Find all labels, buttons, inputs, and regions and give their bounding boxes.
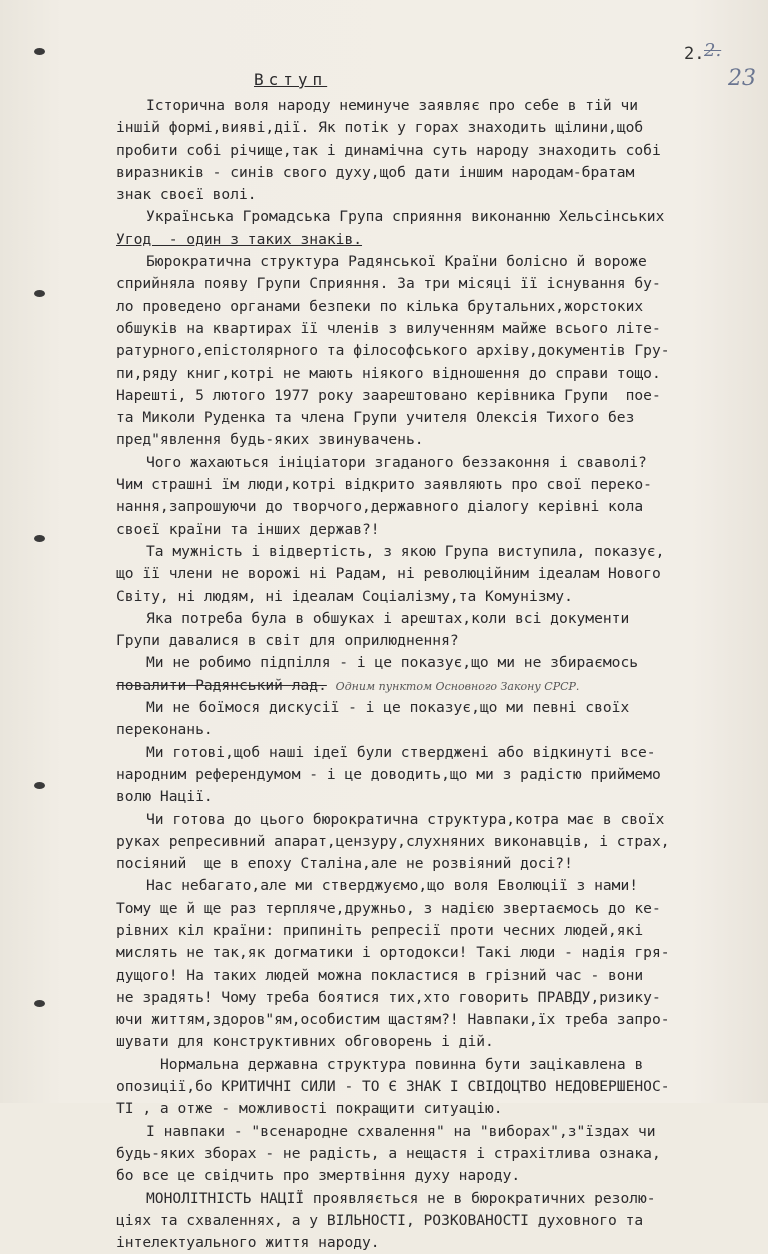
text-line <box>116 541 756 563</box>
line-text: Нормальна державна структура повинна бути зацікавлена в <box>160 1055 644 1073</box>
text-line <box>116 920 756 942</box>
line-text: Групи давалися в світ для оприлюднення? <box>116 632 459 650</box>
text-line <box>116 296 756 318</box>
line-text: Ми не робимо підпілля - і це показує,що ми не збираємось <box>146 654 639 672</box>
text-line <box>116 519 756 541</box>
line-text: знак своєї волі. <box>116 186 257 204</box>
text-line <box>116 809 756 831</box>
line-text: обшуків на квартирах її членів з вилученням майже всього літе- <box>116 319 661 337</box>
line-text: Угод - один з таких знаків. <box>116 230 363 248</box>
text-line <box>116 853 756 875</box>
line-text: своєї країни та інших держав?! <box>116 520 380 538</box>
line-text: Ми не боїмося дискусії - і це показує,що ми певні своїх <box>146 699 630 717</box>
punch-hole <box>34 535 45 542</box>
line-text: сприйняла появу Групи Сприяння. За три місяці її існування бу- <box>116 275 661 293</box>
line-text: ючи життям,здоров"ям,особистим щастям?! Навпаки,їх треба запро- <box>116 1011 670 1029</box>
line-text: повалити Радянський лад. <box>116 676 327 694</box>
line-text: ло проведено органами безпеки по кілька брутальних,жорстоких <box>116 297 644 315</box>
text-line <box>116 1121 756 1143</box>
text-line <box>116 1232 756 1254</box>
line-text: мислять не так,як догматики і ортодокси! Такі люди - надія гря- <box>116 944 670 962</box>
text-line <box>116 318 756 340</box>
line-text: будь-яких зборах - не радість, а нещастя і страхітлива ознака, <box>116 1144 661 1162</box>
text-line <box>116 184 756 206</box>
document-body <box>116 95 756 1254</box>
line-text: Бюрократична структура Радянської Країни болісно й вороже <box>146 253 647 271</box>
line-text: МОНОЛІТНІСТЬ НАЦІЇ проявляється не в бюрократичних резолю- <box>146 1189 656 1207</box>
line-text: іншій формі,вияві,дії. Як потік у горах знаходить щілини,щоб <box>116 119 644 137</box>
text-line <box>116 942 756 964</box>
line-text: пробити собі річище,так і динамічна суть народу знаходить собі <box>116 141 661 159</box>
text-line <box>116 1210 756 1232</box>
line-text: Ми готові,щоб наші ідеї були стверджені або відкинуті все- <box>146 743 656 761</box>
text-line <box>116 496 756 518</box>
line-text: Чи готова до цього бюрократична структура,котра має в своїх <box>146 810 665 828</box>
line-text: Тому ще й ще раз терпляче,дружньо, з надією звертаємось до ке- <box>116 899 661 917</box>
line-text: ратурного,епістолярного та філософського архіву,документів Гру- <box>116 342 670 360</box>
text-line <box>116 162 756 184</box>
line-text: волю Нації. <box>116 788 213 806</box>
line-text: Нарешті, 5 лютого 1977 року заарештовано керівника Групи пое- <box>116 386 661 404</box>
text-line <box>116 385 756 407</box>
text-line <box>116 786 756 808</box>
line-text: Світу, ні людям, ні ідеалам Соціалізму,та Комунізму. <box>116 587 573 605</box>
line-text: та Миколи Руденка та члена Групи учителя Олексія Тихого без <box>116 409 635 427</box>
text-line <box>116 1188 756 1210</box>
text-line <box>116 1076 756 1098</box>
text-line <box>116 340 756 362</box>
text-line <box>116 898 756 920</box>
line-text: не зрадять! Чому треба боятися тих,хто говорить ПРАВДУ,ризику- <box>116 988 661 1006</box>
line-text: пред"явлення будь-яких звинувачень. <box>116 431 424 449</box>
text-line <box>116 608 756 630</box>
text-line <box>116 675 756 697</box>
line-text: Чого жахаються ініціатори згаданого беззаконня і сваволі? <box>146 453 647 471</box>
text-line <box>116 474 756 496</box>
text-line <box>116 251 756 273</box>
line-text: що її члени не ворожі ні Радам, ні революційним ідеалам Нового <box>116 565 661 583</box>
text-line <box>116 1143 756 1165</box>
punch-hole <box>34 1000 45 1007</box>
handwritten-insertion: Одним пунктом Основного Закону СРСР. <box>335 679 580 693</box>
text-line <box>116 697 756 719</box>
text-line <box>116 452 756 474</box>
text-line <box>116 875 756 897</box>
text-line <box>116 987 756 1009</box>
text-line <box>116 140 756 162</box>
line-text: народним референдумом - і це доводить,що ми з радістю приймемо <box>116 765 661 783</box>
text-line <box>116 586 756 608</box>
punch-hole <box>34 782 45 789</box>
text-line <box>116 407 756 429</box>
text-line <box>116 652 756 674</box>
text-line <box>116 742 756 764</box>
text-line <box>116 117 756 139</box>
line-text: виразників - синів свого духу,щоб дати іншим народам-братам <box>116 163 635 181</box>
text-line <box>116 1165 756 1187</box>
line-text: Яка потреба була в обшуках і арештах,коли всі документи <box>146 609 630 627</box>
line-text: Нас небагато,але ми стверджуємо,що воля Еволюції з нами! <box>146 877 639 895</box>
line-text: інтелектуального життя народу. <box>116 1234 380 1252</box>
text-line <box>116 363 756 385</box>
text-line <box>116 719 756 741</box>
text-line <box>116 1031 756 1053</box>
page-number: 2. <box>684 44 705 64</box>
line-text: руках репресивний апарат,цензуру,слухняних виконавців, і страх, <box>116 832 670 850</box>
punch-hole <box>34 290 45 297</box>
text-line <box>116 1098 756 1120</box>
text-line <box>116 273 756 295</box>
text-line <box>116 831 756 853</box>
line-text: шувати для конструктивних обговорень і дій. <box>116 1033 494 1051</box>
text-line <box>116 1054 756 1076</box>
line-text: опозиції,бо КРИТИЧНІ СИЛИ - ТО Є ЗНАК І СВІДОЦТВО НЕДОВЕРШЕНОС- <box>116 1078 670 1096</box>
line-text: бо все це свідчить про змертвіння духу народу. <box>116 1167 521 1185</box>
line-text: нання,запрошуючи до творчого,державного діалогу керівні кола <box>116 498 644 516</box>
line-text: рівних кіл країни: припиніть репресії проти чесних людей,які <box>116 921 644 939</box>
line-text: Та мужність і відвертість, з якою Група виступила, показує, <box>146 542 665 560</box>
text-line <box>116 429 756 451</box>
line-text: Чим страшні їм люди,котрі відкрито заявляють про свої переко- <box>116 476 652 494</box>
line-text: дущого! На таких людей можна покластися в грізний час - вони <box>116 966 644 984</box>
line-text: переконань. <box>116 721 213 739</box>
line-text: ціях та схваленнях, а у ВІЛЬНОСТІ, РОЗКОВАНОСТІ духовного та <box>116 1211 644 1229</box>
line-text: пи,ряду книг,котрі не мають ніякого відношення до справи тощо. <box>116 364 661 382</box>
text-line <box>116 764 756 786</box>
text-line <box>116 206 756 228</box>
punch-hole <box>34 48 45 55</box>
text-line <box>116 965 756 987</box>
handwritten-page-number: 2. <box>704 40 722 61</box>
line-text: Історична воля народу неминуче заявляє про себе в тій чи <box>146 97 639 114</box>
document-title: Вступ <box>254 70 328 89</box>
archive-page-number: 23 <box>728 66 756 91</box>
line-text: І навпаки - "всенародне схвалення" на "виборах",з"їздах чи <box>146 1122 656 1140</box>
line-text: Українська Громадська Група сприяння виконанню Хельсінських <box>146 208 665 226</box>
text-line <box>116 1009 756 1031</box>
text-line <box>116 630 756 652</box>
text-line <box>116 95 756 117</box>
text-line <box>116 563 756 585</box>
line-text: посіяний ще в епоху Сталіна,але не розвіяний досі?! <box>116 855 573 873</box>
line-text: ТІ , а отже - можливості покращити ситуацію. <box>116 1100 503 1118</box>
text-line <box>116 229 756 251</box>
